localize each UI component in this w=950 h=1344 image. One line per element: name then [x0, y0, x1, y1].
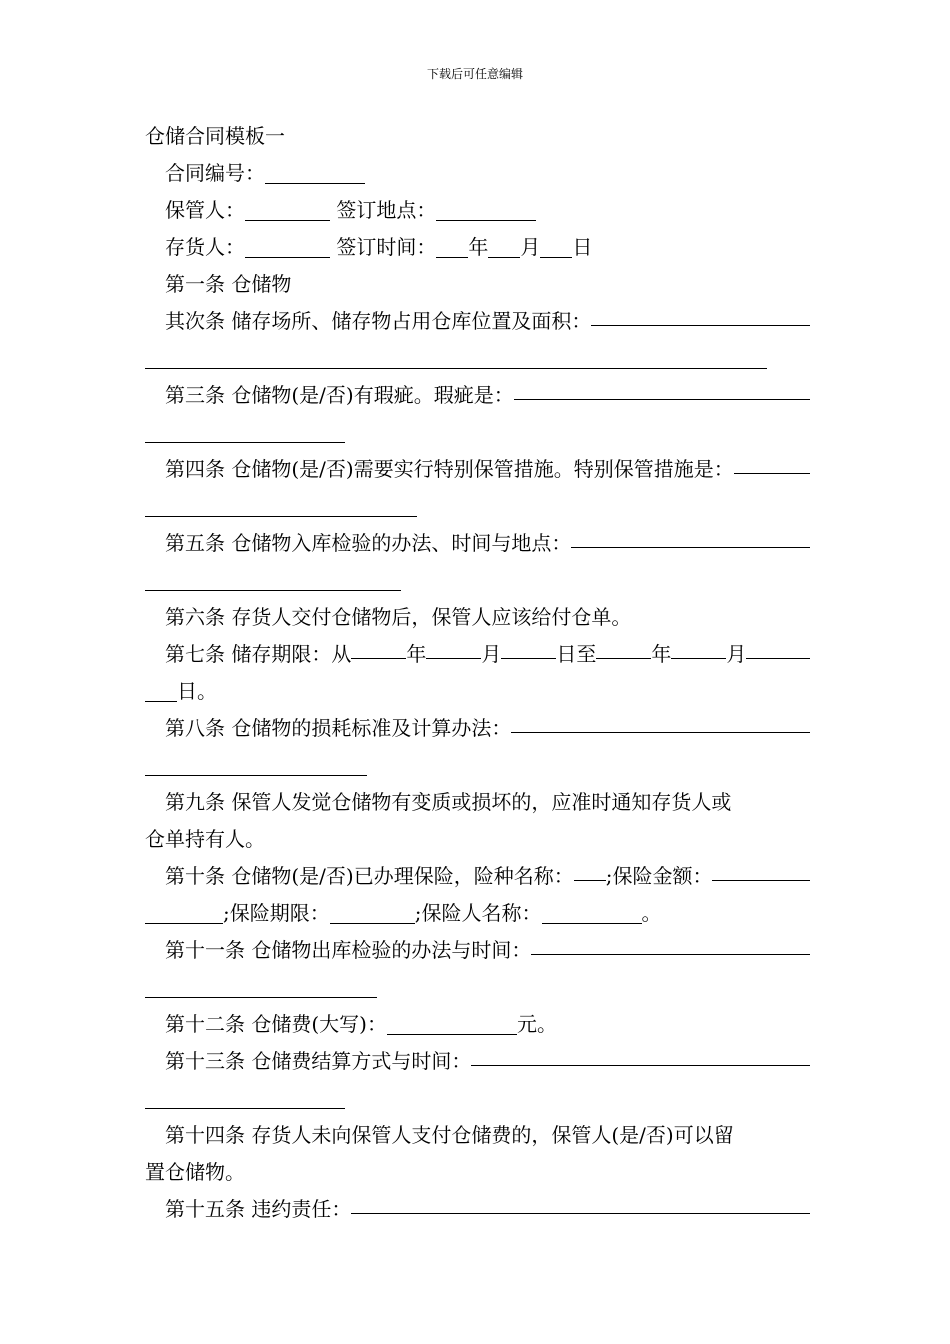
article-4-blank[interactable] — [734, 451, 810, 474]
article-14-line-2: 置仓储物。 — [145, 1160, 245, 1184]
end-year-blank[interactable] — [596, 636, 651, 659]
end-year-label: 年 — [651, 642, 672, 666]
article-3 — [145, 377, 810, 414]
article-3-text: 第三条 仓储物(是/否)有瑕疵。瑕疵是： — [165, 383, 514, 407]
start-month-label: 月 — [481, 642, 502, 666]
start-month-blank[interactable] — [426, 636, 481, 659]
depositor-label: 存货人： — [165, 235, 245, 259]
article-4-blank-2[interactable] — [145, 494, 417, 517]
article-4 — [145, 451, 810, 488]
start-day-blank[interactable] — [501, 636, 556, 659]
article-9-line-1: 第九条 保管人发觉仓储物有变质或损坏的，应准时通知存货人或 — [165, 790, 732, 814]
custodian-blank[interactable] — [245, 198, 330, 221]
end-month-label: 月 — [726, 642, 747, 666]
insurer-blank[interactable] — [542, 901, 642, 924]
article-10-prefix: 第十条 仓储物(是/否)已办理保险，险种名称： — [165, 864, 574, 888]
page-header: 下载后可任意编辑 — [426, 67, 523, 81]
sign-place-blank[interactable] — [436, 198, 536, 221]
insurer-label: ;保险人名称： — [414, 901, 542, 925]
article-11-continuation — [145, 969, 810, 1006]
sign-time-label: 签订时间： — [336, 235, 437, 259]
document-title: 仓储合同模板一 — [145, 124, 285, 148]
article-5 — [145, 525, 810, 562]
article-13-blank[interactable] — [471, 1043, 810, 1066]
article-1: 第一条 仓储物 — [165, 272, 292, 296]
sign-day-blank[interactable] — [540, 235, 572, 258]
article-12-suffix: 元。 — [516, 1012, 557, 1036]
article-10-end: 。 — [641, 901, 662, 925]
insurance-amount-blank[interactable] — [712, 858, 810, 881]
day-label: 日 — [572, 235, 593, 259]
article-3-continuation — [145, 414, 810, 451]
contract-document — [145, 118, 810, 1228]
article-13-blank-2[interactable] — [145, 1086, 345, 1109]
article-13 — [145, 1043, 810, 1080]
article-11-text: 第十一条 仓储物出库检验的办法与时间： — [165, 938, 532, 962]
end-day-blank[interactable] — [746, 636, 810, 659]
article-5-text: 第五条 仓储物入库检验的办法、时间与地点： — [165, 531, 572, 555]
insurance-amount-label: ;保险金额： — [605, 864, 713, 888]
contract-no-label: 合同编号： — [165, 161, 265, 185]
article-2-text: 其次条 储存场所、储存物占用仓库位置及面积： — [165, 309, 592, 333]
article-4-continuation — [145, 488, 810, 525]
article-2-blank[interactable] — [591, 303, 810, 326]
start-year-blank[interactable] — [351, 636, 406, 659]
article-8-blank-2[interactable] — [145, 753, 367, 776]
sign-place-label: 签订地点： — [336, 198, 437, 222]
year-label: 年 — [468, 235, 489, 259]
start-year-label: 年 — [406, 642, 427, 666]
sign-year-blank[interactable] — [436, 235, 468, 258]
article-14-line-1: 第十四条 存货人未向保管人支付仓储费的，保管人(是/否)可以留 — [165, 1123, 734, 1147]
article-7-prefix: 第七条 储存期限：从 — [165, 642, 352, 666]
end-month-blank[interactable] — [671, 636, 726, 659]
article-4-text: 第四条 仓储物(是/否)需要实行特别保管措施。特别保管措施是： — [165, 457, 734, 481]
article-5-blank[interactable] — [571, 525, 810, 548]
storage-fee-blank[interactable] — [387, 1012, 517, 1035]
article-2-blank-2[interactable] — [145, 346, 767, 369]
article-2 — [145, 303, 810, 340]
article-13-text: 第十三条 仓储费结算方式与时间： — [165, 1049, 472, 1073]
article-7 — [145, 636, 810, 673]
article-3-blank[interactable] — [514, 377, 810, 400]
article-11 — [145, 932, 810, 969]
sign-month-blank[interactable] — [488, 235, 520, 258]
insurance-amount-blank-2[interactable] — [145, 901, 223, 924]
custodian-line — [145, 192, 810, 229]
article-15-text: 第十五条 违约责任： — [165, 1197, 352, 1221]
article-2-continuation — [145, 340, 810, 377]
contract-no-blank[interactable] — [265, 161, 365, 184]
article-9-line-2: 仓单持有人。 — [145, 827, 265, 851]
article-11-blank[interactable] — [531, 932, 810, 955]
insurance-type-blank[interactable] — [574, 858, 606, 881]
article-5-continuation — [145, 562, 810, 599]
contract-no-line — [145, 155, 810, 192]
month-label: 月 — [520, 235, 541, 259]
article-3-blank-2[interactable] — [145, 420, 345, 443]
article-12-prefix: 第十二条 仓储费(大写)： — [165, 1012, 387, 1036]
article-6: 第六条 存货人交付仓储物后，保管人应该给付仓单。 — [165, 605, 632, 629]
article-8-blank[interactable] — [511, 710, 810, 733]
article-15-blank[interactable] — [351, 1191, 810, 1214]
article-7-continuation — [145, 673, 810, 710]
article-15 — [145, 1191, 810, 1228]
depositor-line — [145, 229, 810, 266]
article-7-end: 日。 — [177, 679, 217, 703]
depositor-blank[interactable] — [245, 235, 330, 258]
insurance-period-blank[interactable] — [330, 901, 415, 924]
article-13-continuation — [145, 1080, 810, 1117]
day-to-label: 日至 — [556, 642, 597, 666]
article-5-blank-2[interactable] — [145, 568, 401, 591]
article-10-continuation — [145, 895, 810, 932]
article-10 — [145, 858, 810, 895]
article-8 — [145, 710, 810, 747]
article-11-blank-2[interactable] — [145, 975, 377, 998]
insurance-period-label: ;保险期限： — [223, 901, 330, 925]
article-8-continuation — [145, 747, 810, 784]
article-12 — [145, 1006, 810, 1043]
article-8-text: 第八条 仓储物的损耗标准及计算办法： — [165, 716, 512, 740]
custodian-label: 保管人： — [165, 198, 245, 222]
end-day-blank-2[interactable] — [145, 679, 177, 702]
